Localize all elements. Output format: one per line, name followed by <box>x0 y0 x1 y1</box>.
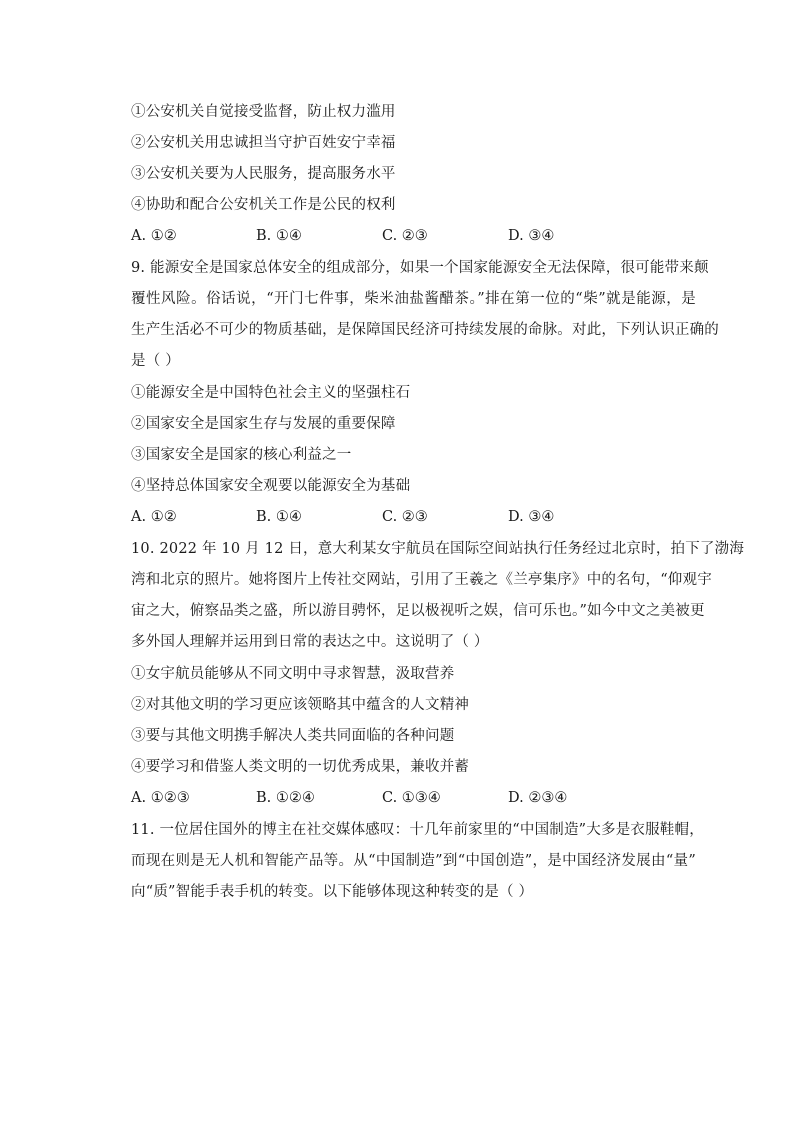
q11-stem-line-1: 11. 一位居住国外的博主在社交媒体感叹：十几年前家里的“中国制造”大多是衣服鞋帽， <box>131 822 704 838</box>
q11-stem-line-3: 向“质”智能手表手机的转变。以下能够体现这种转变的是（ ） <box>131 884 534 900</box>
q9-option-a: A. ①② <box>131 509 177 525</box>
q10-stem-line-2: 湾和北京的照片。她将图片上传社交网站，引用了王羲之《兰亭集序》中的名句，“仰观宇 <box>131 572 712 588</box>
q10-option-a: A. ①②③ <box>131 790 190 806</box>
q8-option-d: D. ③④ <box>508 228 555 244</box>
q10-statement-3: ③要与其他文明携手解决人类共同面临的各种问题 <box>131 728 455 744</box>
q9-statement-4: ④坚持总体国家安全观要以能源安全为基础 <box>131 478 411 494</box>
q8-option-c: C. ②③ <box>382 228 428 244</box>
q10-statement-2: ②对其他文明的学习更应该领略其中蕴含的人文精神 <box>131 697 470 713</box>
q10-stem-line-1: 10. 2022 年 10 月 12 日，意大利某女宇航员在国际空间站执行任务经过北京时，拍下了渤海 <box>131 541 745 557</box>
q10-stem-line-4: 多外国人理解并运用到日常的表达之中。这说明了（ ） <box>131 634 489 650</box>
q9-stem-line-3: 生产生活必不可少的物质基础，是保障国民经济可持续发展的命脉。对此，下列认识正确的 <box>131 322 719 338</box>
q9-option-c: C. ②③ <box>382 509 428 525</box>
q10-statement-4: ④要学习和借鉴人类文明的一切优秀成果，兼收并蓄 <box>131 759 470 775</box>
q8-statement-1: ①公安机关自觉接受监督，防止权力滥用 <box>131 104 396 120</box>
q8-option-b: B. ①④ <box>256 228 302 244</box>
q11-stem-line-2: 而现在则是无人机和智能产品等。从“中国制造”到“中国创造”，是中国经济发展由“量” <box>131 853 696 869</box>
q10-statement-1: ①女宇航员能够从不同文明中寻求智慧，汲取营养 <box>131 666 455 682</box>
q10-option-c: C. ①③④ <box>382 790 441 806</box>
q8-option-a: A. ①② <box>131 228 177 244</box>
q8-statement-3: ③公安机关要为人民服务，提高服务水平 <box>131 166 396 182</box>
q10-stem-line-3: 宙之大，俯察品类之盛，所以游目骋怀，足以极视听之娱，信可乐也。”如今中文之美被更 <box>131 603 705 619</box>
q9-statement-1: ①能源安全是中国特色社会主义的坚强柱石 <box>131 385 411 401</box>
q8-statement-2: ②公安机关用忠诚担当守护百姓安宁幸福 <box>131 135 396 151</box>
q9-stem-line-2: 覆性风险。俗话说，“开门七件事，柴米油盐酱醋茶。”排在第一位的“柴”就是能源，是 <box>131 291 696 307</box>
q9-statement-3: ③国家安全是国家的核心利益之一 <box>131 447 352 463</box>
q9-stem-line-4: 是（ ） <box>131 353 180 369</box>
q8-statement-4: ④协助和配合公安机关工作是公民的权利 <box>131 197 396 213</box>
q10-option-d: D. ②③④ <box>508 790 568 806</box>
q10-option-b: B. ①②④ <box>256 790 315 806</box>
q9-stem-line-1: 9. 能源安全是国家总体安全的组成部分，如果一个国家能源安全无法保障，很可能带来颠 <box>131 260 709 276</box>
q9-option-b: B. ①④ <box>256 509 302 525</box>
q9-option-d: D. ③④ <box>508 509 555 525</box>
q9-statement-2: ②国家安全是国家生存与发展的重要保障 <box>131 416 396 432</box>
